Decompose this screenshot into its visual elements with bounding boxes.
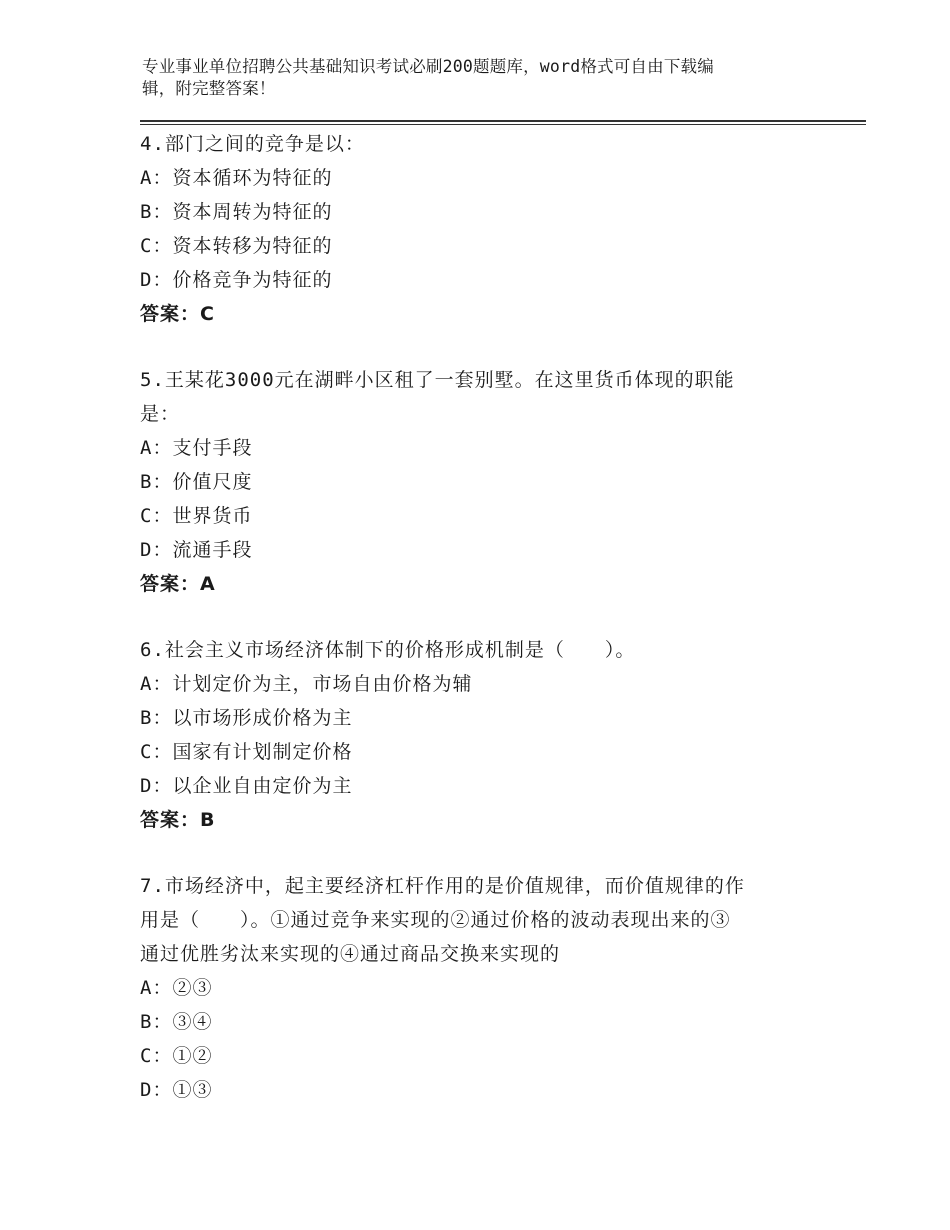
question-block: [140, 633, 840, 837]
answer-option: B：以市场形成价格为主: [140, 707, 353, 729]
answer-option: C：①②: [140, 1045, 213, 1067]
header-line-1: 专业事业单位招聘公共基础知识考试必刷200题题库，word格式可自由下载编: [142, 57, 714, 76]
answer-option: A：计划定价为主，市场自由价格为辅: [140, 673, 473, 695]
header-line-2: 辑，附完整答案！: [142, 79, 276, 98]
answer-option: B：价值尺度: [140, 471, 253, 493]
question-stem: 是：: [140, 403, 181, 425]
answer-option: C：资本转移为特征的: [140, 235, 333, 257]
question-stem: 用是（ ）。①通过竞争来实现的②通过价格的波动表现出来的③: [140, 909, 731, 931]
header-divider-thick: [140, 120, 866, 122]
question-block: [140, 127, 840, 331]
question-list: [140, 127, 840, 1139]
answer-option: B：③④: [140, 1011, 213, 1033]
question-stem: 4.部门之间的竞争是以：: [140, 133, 365, 155]
answer-key: 答案：C: [140, 303, 215, 325]
answer-option: A：支付手段: [140, 437, 253, 459]
question-block: [140, 869, 840, 1107]
question-stem: 6.社会主义市场经济体制下的价格形成机制是（ ）。: [140, 639, 636, 661]
answer-option: C：世界货币: [140, 505, 253, 527]
answer-option: B：资本周转为特征的: [140, 201, 333, 223]
answer-option: C：国家有计划制定价格: [140, 741, 353, 763]
question-stem: 通过优胜劣汰来实现的④通过商品交换来实现的: [140, 943, 561, 965]
answer-option: D：①③: [140, 1079, 213, 1101]
question-stem: 7.市场经济中，起主要经济杠杆作用的是价值规律，而价值规律的作: [140, 875, 745, 897]
question-stem: 5.王某花3000元在湖畔小区租了一套别墅。在这里货币体现的职能: [140, 369, 735, 391]
answer-option: D：流通手段: [140, 539, 253, 561]
answer-option: D：价格竞争为特征的: [140, 269, 333, 291]
page-header: [142, 56, 792, 100]
answer-key: 答案：A: [140, 573, 216, 595]
answer-option: A：资本循环为特征的: [140, 167, 333, 189]
answer-option: A：②③: [140, 977, 213, 999]
answer-key: 答案：B: [140, 809, 216, 831]
question-block: [140, 363, 840, 601]
header-divider-thin: [140, 124, 866, 125]
answer-option: D：以企业自由定价为主: [140, 775, 353, 797]
